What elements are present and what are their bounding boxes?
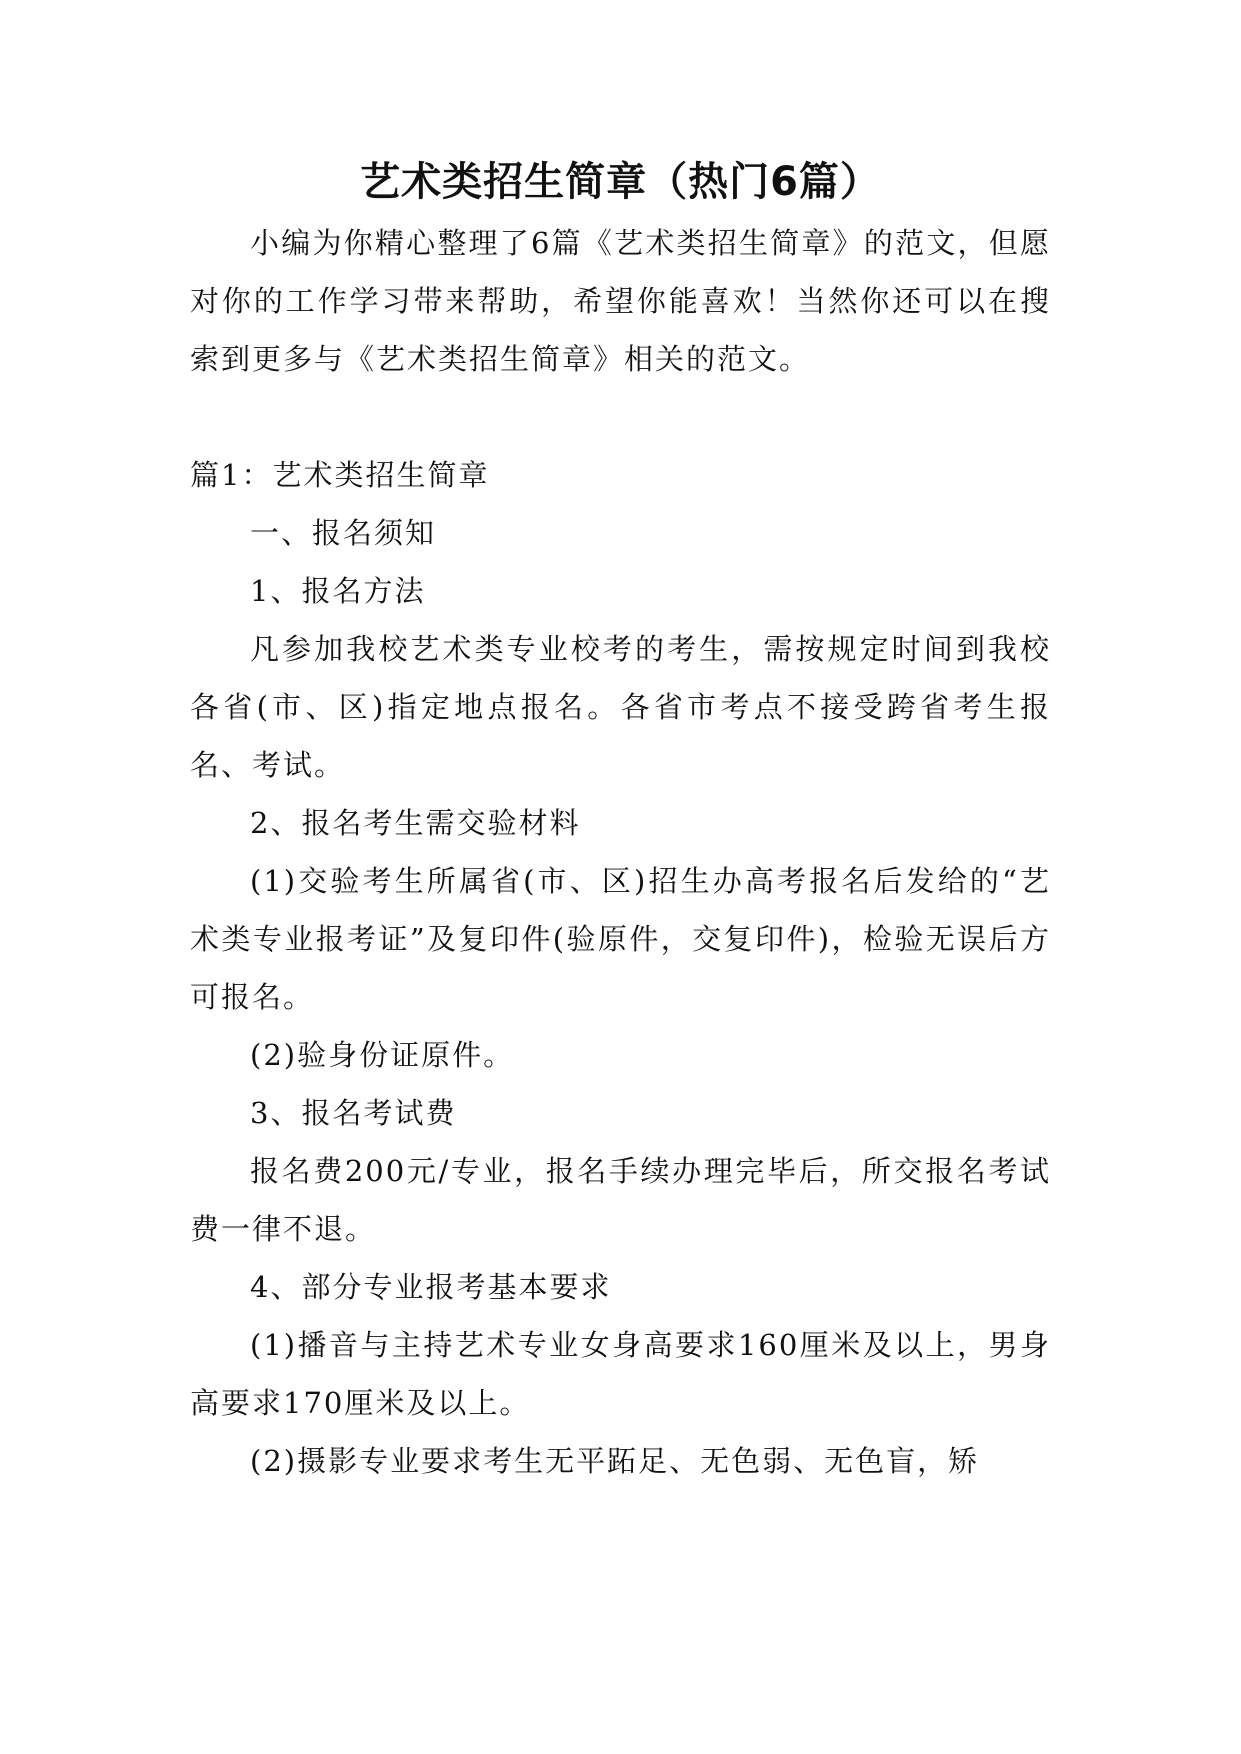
paragraph-material-2: (2)验身份证原件。 — [250, 1038, 515, 1072]
heading-registration-method: 1、报名方法 — [250, 574, 426, 608]
intro-paragraph: 小编为你精心整理了6篇《艺术类招生简章》的范文，但愿对你的工作学习带来帮助，希望你能喜欢！当然你还可以在搜索到更多与《艺术类招生简章》相关的范文。 — [190, 226, 1051, 376]
paragraph-requirement-1: (1)播音与主持艺术专业女身高要求160厘米及以上，男身高要求170厘米及以上。 — [190, 1328, 1051, 1420]
heading-basic-requirements: 4、部分专业报考基本要求 — [250, 1270, 612, 1304]
paragraph-requirement-2: (2)摄影专业要求考生无平跖足、无色弱、无色盲，矫 — [250, 1444, 980, 1478]
document-title: 艺术类招生简章（热门6篇） — [360, 159, 881, 205]
heading-required-materials: 2、报名考生需交验材料 — [250, 806, 581, 840]
paragraph-exam-fee: 报名费200元/专业，报名手续办理完毕后，所交报名考试费一律不退。 — [190, 1154, 1051, 1246]
heading-registration-notice: 一、报名须知 — [250, 516, 437, 550]
paragraph-material-1: (1)交验考生所属省(市、区)招生办高考报名后发给的“艺术类专业报考证”及复印件(验原件，交复印件)，检验无误后方可报名。 — [190, 864, 1051, 1014]
paragraph-registration-method: 凡参加我校艺术类专业校考的考生，需按规定时间到我校各省(市、区)指定地点报名。各省市考点不接受跨省考生报名、考试。 — [190, 632, 1051, 782]
heading-exam-fee: 3、报名考试费 — [250, 1096, 457, 1130]
section-title: 篇1：艺术类招生简章 — [190, 458, 490, 492]
